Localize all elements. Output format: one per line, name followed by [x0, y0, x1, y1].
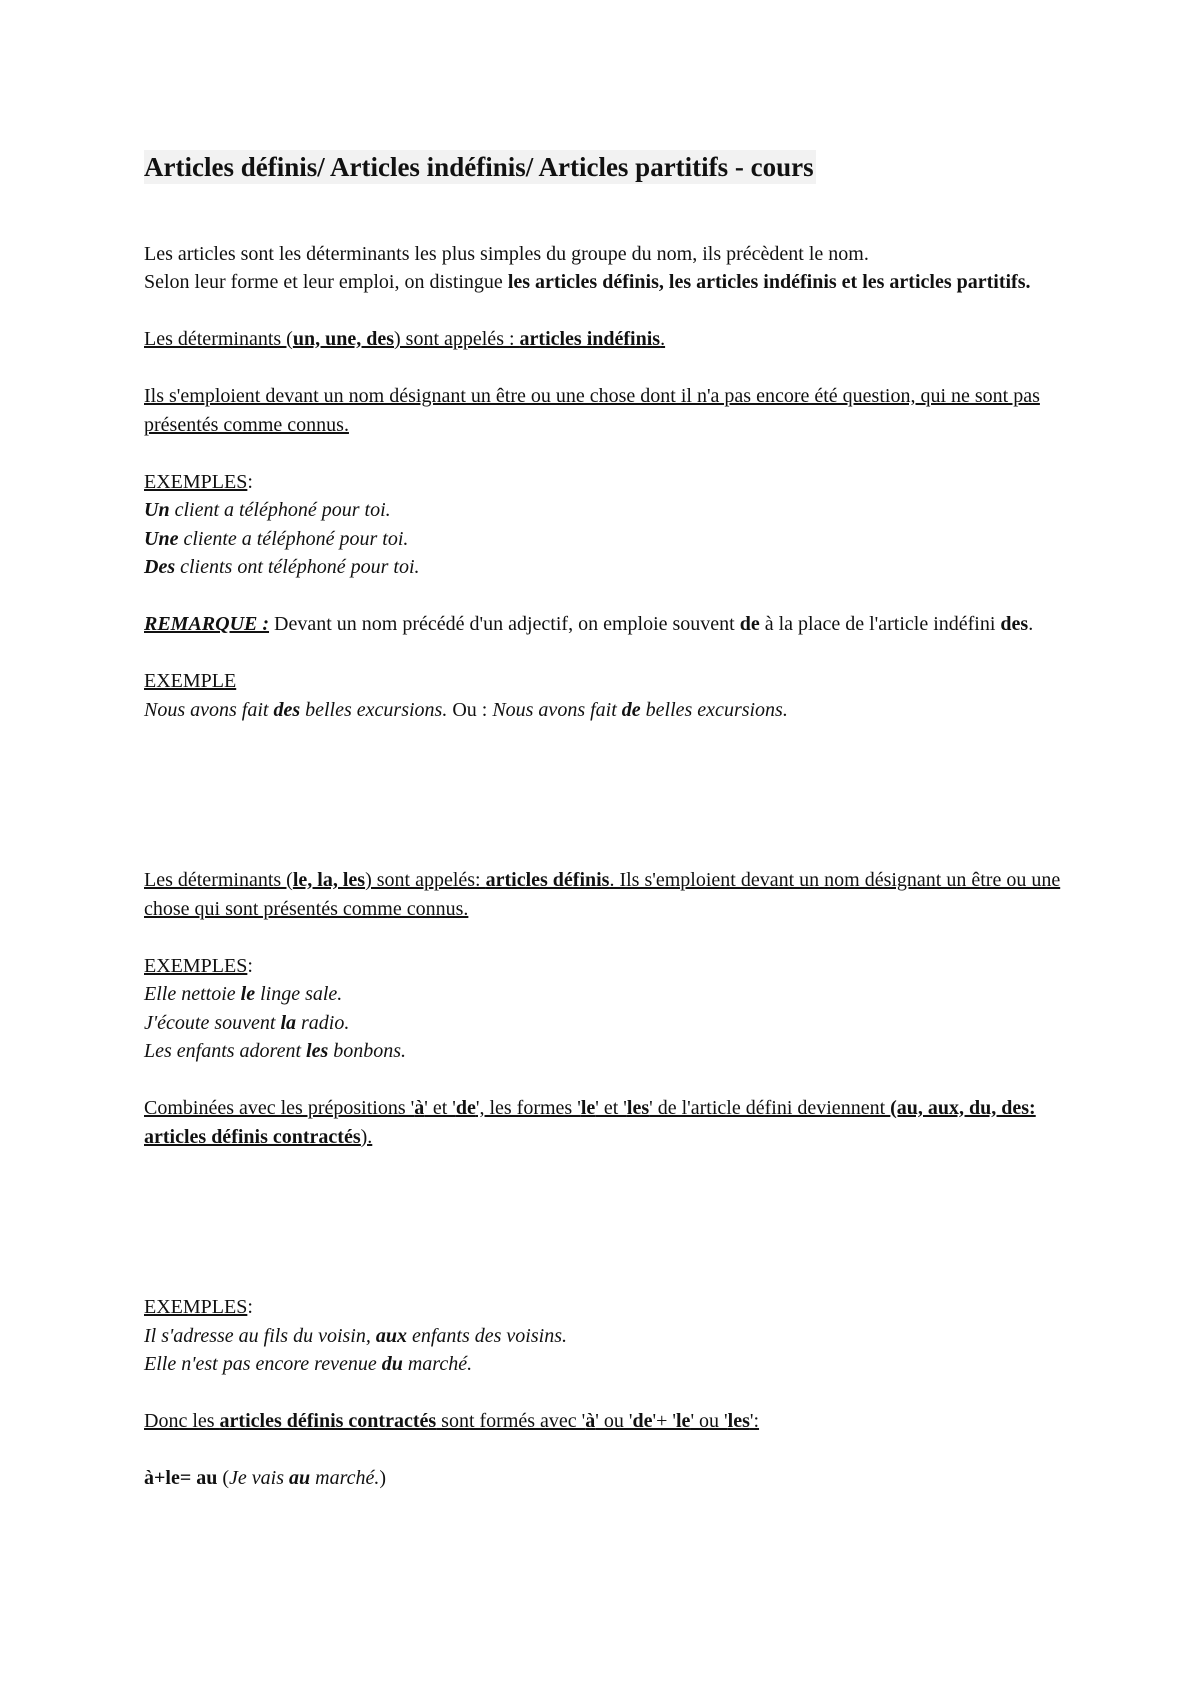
combined-et2: ' et ' [595, 1097, 627, 1119]
example-rest: clients ont téléphoné pour toi. [175, 556, 420, 578]
indefinis-example-sentence [144, 696, 1074, 725]
example-post: bonbons. [328, 1040, 407, 1062]
donc-les: les [727, 1410, 750, 1432]
donc-plus: '+ ' [652, 1410, 676, 1432]
combined-pre: Combinées avec les prépositions ' [144, 1097, 415, 1119]
donc-ou2: ' ou ' [690, 1410, 728, 1432]
combined-end: ). [360, 1125, 373, 1148]
donc-le: le [676, 1410, 691, 1432]
examples-label-text: EXEMPLES [144, 1296, 248, 1318]
definis-examples-label [144, 952, 1074, 981]
example-post: linge sale. [255, 983, 343, 1005]
combined-le: le [580, 1097, 596, 1119]
definis-words: le, la, les [292, 869, 366, 891]
combined-bold: (au, aux, du, des: articles définis contractés [144, 1097, 1036, 1148]
example-pre: Les enfants adorent [144, 1040, 307, 1062]
definis-heading-post: . Ils s'emploient devant un nom désignant un être ou une chose qui sont présentés comme connus. [144, 869, 1061, 920]
document-page [144, 150, 1074, 1493]
definis-term: articles définis [485, 869, 610, 891]
indefinis-heading [144, 325, 1074, 354]
definis-heading-mid: ) sont appelés: [365, 869, 486, 891]
indefinis-heading-end: . [660, 328, 666, 350]
example-article: Une [144, 527, 179, 550]
contractes-example-1 [144, 1322, 1074, 1351]
combined-mid: ', les formes ' [475, 1097, 581, 1119]
remark-paragraph [144, 610, 1074, 639]
contractes-examples-label [144, 1293, 1074, 1322]
indefinis-example-label: EXEMPLE [144, 670, 237, 692]
example-article: Des [144, 556, 176, 578]
combined-a: à [414, 1097, 425, 1119]
intro-line2: Selon leur forme et leur emploi, on distingue [144, 271, 508, 293]
example-b-pre: Nous avons fait [492, 698, 622, 721]
combined-les: les [626, 1097, 650, 1119]
donc-mid1: sont formés avec ' [436, 1410, 586, 1432]
rule-open: ( [217, 1467, 230, 1489]
example-post: marché. [402, 1353, 473, 1375]
remark-de: de [739, 613, 760, 635]
donc-de: de [632, 1410, 653, 1432]
combined-post: ' de l'article défini deviennent [649, 1097, 891, 1119]
indefinis-example-3 [144, 553, 1074, 582]
indefinis-usage: Ils s'emploient devant un nom désignant un être ou une chose dont il n'a pas encore été question, qui ne sont pas présentés comme connus. [144, 385, 1040, 436]
example-a-article: des [273, 698, 301, 721]
combined-paragraph [144, 1094, 1074, 1151]
indefinis-examples-label [144, 468, 1074, 497]
example-post: radio. [296, 1011, 350, 1034]
combined-et1: ' et ' [424, 1097, 456, 1119]
examples-label-colon: : [247, 1296, 253, 1318]
donc-ou1: ' ou ' [595, 1410, 633, 1432]
example-pre: Il s'adresse au fils du voisin, [144, 1324, 376, 1347]
page-title: Articles définis/ Articles indéfinis/ Articles partitifs - cours [144, 152, 814, 182]
example-a-pre: Nous avons fait [144, 698, 274, 721]
example-b-post: belles excursions. [640, 698, 788, 721]
indefinis-example-1 [144, 496, 1074, 525]
donc-a: à [585, 1410, 596, 1432]
donc-end: ': [749, 1410, 760, 1432]
combined-de: de [455, 1097, 476, 1119]
example-or: Ou : [447, 698, 493, 721]
remark-end: . [1028, 613, 1034, 635]
example-rest: client a téléphoné pour toi. [169, 499, 391, 521]
indefinis-term: articles indéfinis [519, 328, 661, 350]
definis-example-3 [144, 1037, 1074, 1066]
remark-label: REMARQUE : [144, 613, 270, 635]
indefinis-heading-mid: ) sont appelés : [394, 328, 520, 350]
intro-bold-terms: les articles définis, les articles indéfinis et les articles partitifs. [507, 271, 1031, 293]
example-article: du [381, 1353, 403, 1375]
definis-example-2 [144, 1009, 1074, 1038]
example-article: la [280, 1011, 296, 1034]
rule-close: ) [379, 1467, 387, 1489]
indefinis-words: un, une, des [292, 328, 394, 350]
contractes-example-2 [144, 1350, 1074, 1379]
intro-paragraph [144, 240, 1074, 297]
rule-example-post: marché. [310, 1467, 380, 1489]
example-pre: Elle nettoie [144, 983, 241, 1005]
indefinis-example-2 [144, 525, 1074, 554]
rule-example-pre: Je vais [229, 1467, 290, 1489]
definis-example-1 [144, 980, 1074, 1009]
examples-label-colon: : [247, 470, 253, 493]
rule-a-le-au [144, 1464, 1074, 1493]
donc-bold: articles définis contractés [219, 1410, 437, 1432]
example-article: les [306, 1040, 329, 1062]
example-a-post: belles excursions. [300, 698, 448, 721]
rule-formula: à+le= au [144, 1467, 218, 1489]
rule-example-article: au [289, 1467, 311, 1489]
example-pre: J'écoute souvent [144, 1011, 281, 1034]
definis-heading [144, 866, 1074, 923]
example-article: aux [375, 1324, 407, 1347]
remark-text2: à la place de l'article indéfini [759, 613, 1001, 635]
remark-text1: Devant un nom précédé d'un adjectif, on emploie souvent [269, 613, 740, 635]
donc-paragraph [144, 1407, 1074, 1436]
examples-label-text: EXEMPLES [144, 954, 248, 977]
example-post: enfants des voisins. [407, 1324, 567, 1347]
examples-label-text: EXEMPLES [144, 470, 248, 493]
remark-des: des [1000, 613, 1029, 635]
example-b-article: de [621, 698, 641, 721]
donc-pre: Donc les [144, 1410, 220, 1432]
intro-line1: Les articles sont les déterminants les plus simples du groupe du nom, ils précèdent le nom. [144, 242, 869, 265]
example-article: le [240, 983, 256, 1005]
examples-label-colon: : [247, 954, 253, 977]
example-article: Un [144, 499, 170, 521]
example-pre: Elle n'est pas encore revenue [144, 1353, 382, 1375]
indefinis-heading-pre: Les déterminants ( [144, 328, 293, 350]
definis-heading-pre: Les déterminants ( [144, 869, 293, 891]
example-rest: cliente a téléphoné pour toi. [178, 527, 409, 550]
